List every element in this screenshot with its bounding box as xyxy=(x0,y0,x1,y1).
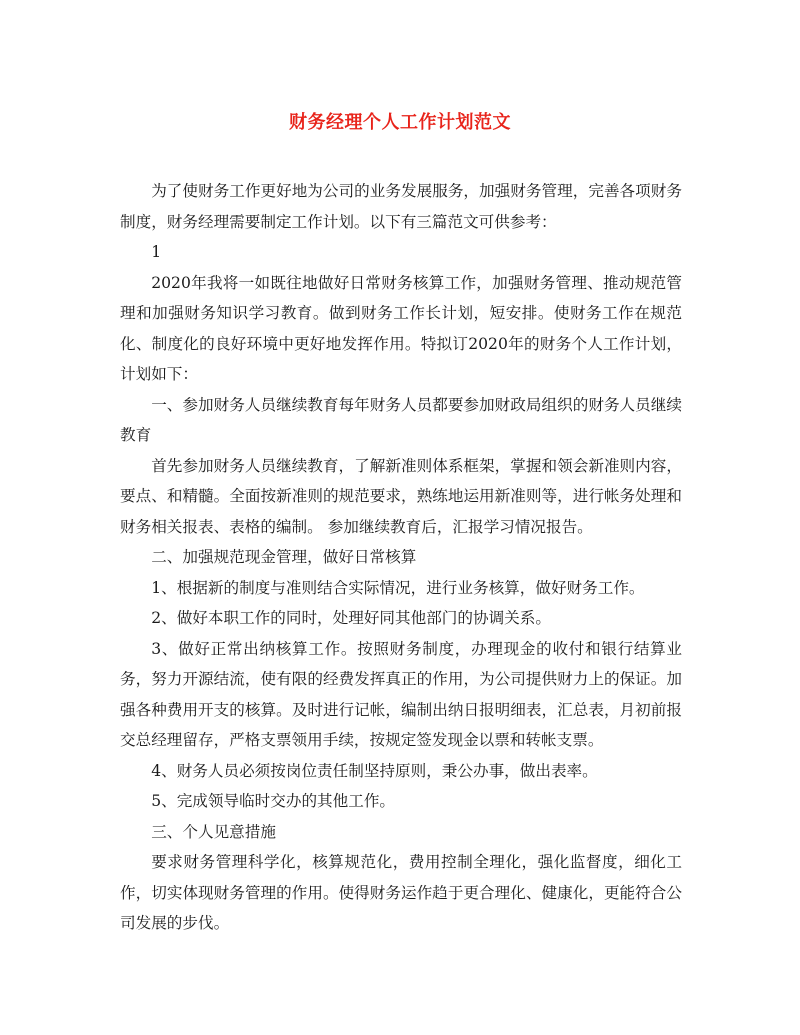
measures-paragraph: 要求财务管理科学化，核算规范化，费用控制全理化，强化监督度，细化工作，切实体现财务管理的作用。使得财务运作趋于更合理化、健康化，更能符合公司发展的步伐。 xyxy=(120,853,682,932)
list-item: 4、财务人员必须按岗位责任制坚持原则，秉公办事，做出表率。 xyxy=(151,761,598,780)
list-item: 3、做好正常出纳核算工作。按照财务制度，办理现金的收付和银行结算业务，努力开源结流，使有限的经费发挥真正的作用，为公司提供财力上的保证。加强各种费用开支的核算。及时进行记帐，编制出纳日报明细表，汇总表，月初前报交总经理留存，严格支票领用手续，按规定签发现金以票和转帐支票。 xyxy=(120,639,682,749)
section-number: 1 xyxy=(151,243,162,261)
document-body xyxy=(120,176,682,939)
list-item: 5、完成领导临时交办的其他工作。 xyxy=(151,792,396,810)
intro-paragraph: 为了使财务工作更好地为公司的业务发展服务，加强财务管理，完善各项财务制度，财务经理需要制定工作计划。以下有三篇范文可供参考： xyxy=(120,182,682,231)
list-item: 1、根据新的制度与准则结合实际情况，进行业务核算，做好财务工作。 xyxy=(151,578,645,597)
heading-continuing-education: 一、参加财务人员继续教育每年财务人员都要参加财政局组织的财务人员继续教育 xyxy=(120,395,682,444)
heading-personal-measures: 三、个人见意措施 xyxy=(151,822,276,841)
heading-cash-management: 二、加强规范现金管理，做好日常核算 xyxy=(151,548,417,566)
education-paragraph: 首先参加财务人员继续教育，了解新准则体系框架，掌握和领会新准则内容，要点、和精髓。全面按新准则的规范要求，熟练地运用新准则等，进行帐务处理和财务相关报表、表格的编制。 参加继续教育后，汇报学习情况报告。 xyxy=(120,456,682,536)
plan-paragraph: 2020年我将一如既往地做好日常财务核算工作，加强财务管理、推动规范管理和加强财务知识学习教育。做到财务工作长计划，短安排。使财务工作在规范化、制度化的良好环境中更好地发挥作用。特拟订2020年的财务个人工作计划，计划如下： xyxy=(120,273,682,383)
document-title: 财务经理个人工作计划范文 xyxy=(289,112,511,133)
list-item: 2、做好本职工作的同时，处理好同其他部门的协调关系。 xyxy=(151,609,551,627)
